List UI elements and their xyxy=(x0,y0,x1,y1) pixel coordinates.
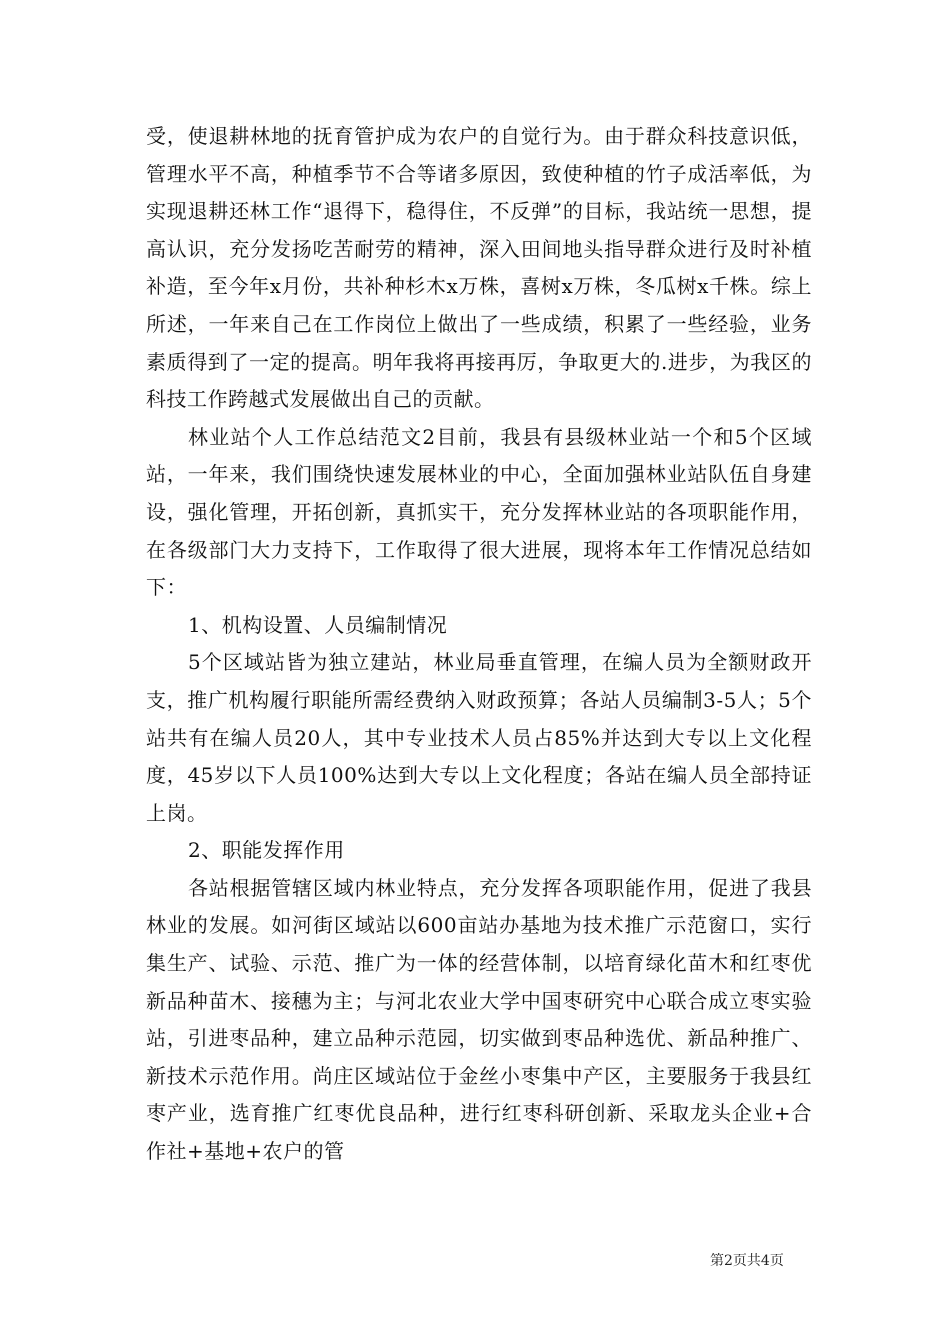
paragraph-4: 各站根据管辖区域内林业特点，充分发挥各项职能作用，促进了我县林业的发展。如河街区域站以600亩站办基地为技术推广示范窗口，实行集生产、试验、示范、推广为一体的经营体制，以培育绿化苗木和红枣优新品种苗木、接穗为主；与河北农业大学中国枣研究中心联合成立枣实验站，引进枣品种，建立品种示范园，切实做到枣品种选优、新品种推广、新技术示范作用。尚庄区域站位于金丝小枣集中产区，主要服务于我县红枣产业，选育推广红枣优良品种，进行红枣科研创新、采取龙头企业+合作社+基地+农户的管 xyxy=(146,875,812,1164)
paragraph-3: 5个区域站皆为独立建站，林业局垂直管理，在编人员为全额财政开支，推广机构履行职能所需经费纳入财政预算；各站人员编制3-5人；5个站共有在编人员20人，其中专业技术人员占85%并达到大专以上文化程度，45岁以下人员100%达到大专以上文化程度；各站在编人员全部持证上岗。 xyxy=(146,650,812,825)
document-body xyxy=(146,118,812,1171)
paragraph-1: 受，使退耕林地的抚育管护成为农户的自觉行为。由于群众科技意识低，管理水平不高，种植季节不合等诸多原因，致使种植的竹子成活率低，为实现退耕还林工作“退得下，稳得住，不反弹”的目标，我站统一思想，提高认识，充分发扬吃苦耐劳的精神，深入田间地头指导群众进行及时补植补造，至今年x月份，共补种杉木x万株，喜树x万株，冬瓜树x千株。综上所述，一年来自己在工作岗位上做出了一些成绩，积累了一些经验，业务素质得到了一定的提高。明年我将再接再厉，争取更大的.进步，为我区的科技工作跨越式发展做出自己的贡献。 xyxy=(146,124,812,412)
paragraph-2: 林业站个人工作总结范文2目前，我县有县级林业站一个和5个区域站，一年来，我们围绕快速发展林业的中心，全面加强林业站队伍自身建设，强化管理，开拓创新，真抓实干，充分发挥林业站的各项职能作用，在各级部门大力支持下，工作取得了很大进展，现将本年工作情况总结如下： xyxy=(146,424,812,600)
section-heading-1: 1、机构设置、人员编制情况 xyxy=(188,612,448,637)
page-number: 第2页共4页 xyxy=(710,1253,784,1269)
section-heading-2: 2、职能发挥作用 xyxy=(188,838,345,863)
